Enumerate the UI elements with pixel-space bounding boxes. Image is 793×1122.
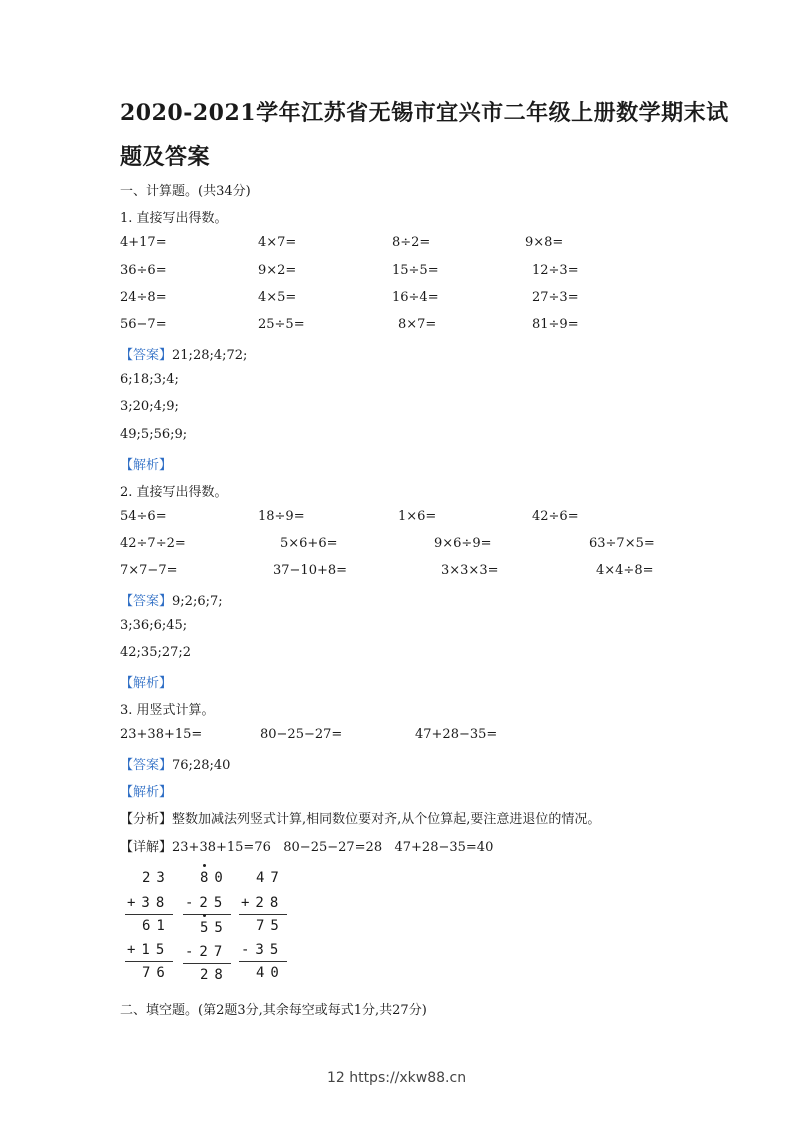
vertical-digit-row: +15 <box>127 942 171 958</box>
fenxi-tag: 【分析】 <box>120 812 173 827</box>
q2-cell: 42÷6= <box>532 509 579 524</box>
q1-cell: 36÷6= <box>120 263 167 278</box>
q1-cell: 4×7= <box>258 235 297 250</box>
xiangjie-tag: 【详解】 <box>120 840 173 855</box>
q1-cell: 27÷3= <box>532 290 579 305</box>
section-heading-1: 一、计算题。(共34分) <box>120 184 251 199</box>
vertical-digit-row: 23 <box>142 870 171 886</box>
q2-cell: 63÷7×5= <box>589 536 655 551</box>
vertical-digit-row: 28 <box>200 967 229 983</box>
answer-tag: 【答案】 <box>120 758 173 773</box>
q3-expr: 23+38+15= <box>120 727 203 742</box>
q1-cell: 4×5= <box>258 290 297 305</box>
q2-cell: 54÷6= <box>120 509 167 524</box>
borrow-dot <box>203 914 206 917</box>
vertical-rule <box>239 961 287 962</box>
q3-expr: 47+28−35= <box>415 727 498 742</box>
vertical-digit-row: 61 <box>142 918 171 934</box>
q2-answer-line: 3;36;6;45; <box>120 618 188 633</box>
q1-cell: 16÷4= <box>392 290 439 305</box>
fenxi-text: 整数加减法列竖式计算,相同数位要对齐,从个位算起,要注意进退位的情况。 <box>172 812 601 827</box>
q2-cell: 7×7−7= <box>120 563 178 578</box>
q1-cell: 8×7= <box>398 317 437 332</box>
answer-text: 9;2;6;7; <box>172 594 223 609</box>
q1-cell: 9×8= <box>525 235 564 250</box>
q1-cell: 9×2= <box>258 263 297 278</box>
vertical-digit-row: 75 <box>256 918 285 934</box>
vertical-digit-row: +38 <box>127 895 171 911</box>
q1-answer-line <box>120 344 247 363</box>
q3-fenxi-line <box>120 808 600 827</box>
document-title-line1: 2020-2021学年江苏省无锡市宜兴市二年级上册数学期末试 <box>120 100 729 126</box>
q1-cell: 81÷9= <box>532 317 579 332</box>
q2-cell: 5×6+6= <box>280 536 338 551</box>
q2-answer-line <box>120 590 223 609</box>
q1-answer-line: 6;18;3;4; <box>120 372 179 387</box>
q3-answer-line <box>120 754 230 773</box>
borrow-dot <box>203 864 206 867</box>
vertical-digit-row: 80 <box>200 870 229 886</box>
vertical-rule <box>183 914 231 915</box>
q1-answer-line: 49;5;56;9; <box>120 427 188 442</box>
page-footer: 12 https://xkw88.cn <box>326 1070 467 1086</box>
q2-cell: 3×3×3= <box>441 563 499 578</box>
vertical-digit-row: -27 <box>185 944 229 960</box>
vertical-digit-row: -25 <box>185 895 229 911</box>
q1-cell: 56−7= <box>120 317 167 332</box>
xiangjie-text: 23+38+15=76 80−25−27=28 47+28−35=40 <box>172 840 494 855</box>
q2-cell: 4×4÷8= <box>596 563 654 578</box>
vertical-digit-row: +28 <box>241 895 285 911</box>
q3-expr: 80−25−27= <box>260 727 343 742</box>
q1-cell: 25÷5= <box>258 317 305 332</box>
q2-cell: 9×6÷9= <box>434 536 492 551</box>
q2-cell: 1×6= <box>398 509 437 524</box>
q2-answer-line: 42;35;27;2 <box>120 645 192 660</box>
q2-cell: 37−10+8= <box>273 563 348 578</box>
vertical-digit-row: 47 <box>256 870 285 886</box>
document-title-line2: 题及答案 <box>120 144 211 170</box>
q1-cell: 8÷2= <box>392 235 431 250</box>
analysis-tag: 【解析】 <box>120 458 173 473</box>
vertical-digit-row: 76 <box>142 965 171 981</box>
vertical-rule <box>125 961 173 962</box>
q1-answer-line: 3;20;4;9; <box>120 399 179 414</box>
q1-cell: 24÷8= <box>120 290 167 305</box>
q2-cell: 18÷9= <box>258 509 305 524</box>
vertical-digit-row: 40 <box>256 965 285 981</box>
analysis-tag: 【解析】 <box>120 785 173 800</box>
q1-cell: 4+17= <box>120 235 167 250</box>
vertical-digit-row: 55 <box>200 920 229 936</box>
q2-cell: 42÷7÷2= <box>120 536 186 551</box>
answer-text: 21;28;4;72; <box>172 348 248 363</box>
question-2-prompt: 2. 直接写出得数。 <box>120 485 228 500</box>
vertical-rule <box>183 963 231 964</box>
answer-tag: 【答案】 <box>120 594 173 609</box>
question-1-prompt: 1. 直接写出得数。 <box>120 211 228 226</box>
vertical-digit-row: -35 <box>241 942 285 958</box>
answer-text: 76;28;40 <box>172 758 231 773</box>
q3-xiangjie-line <box>120 836 493 855</box>
analysis-tag: 【解析】 <box>120 676 173 691</box>
question-3-prompt: 3. 用竖式计算。 <box>120 703 215 718</box>
answer-tag: 【答案】 <box>120 348 173 363</box>
q1-cell: 12÷3= <box>532 263 579 278</box>
vertical-rule <box>239 914 287 915</box>
section-heading-2: 二、填空题。(第2题3分,其余每空或每式1分,共27分) <box>120 1003 427 1018</box>
q1-cell: 15÷5= <box>392 263 439 278</box>
vertical-rule <box>125 914 173 915</box>
